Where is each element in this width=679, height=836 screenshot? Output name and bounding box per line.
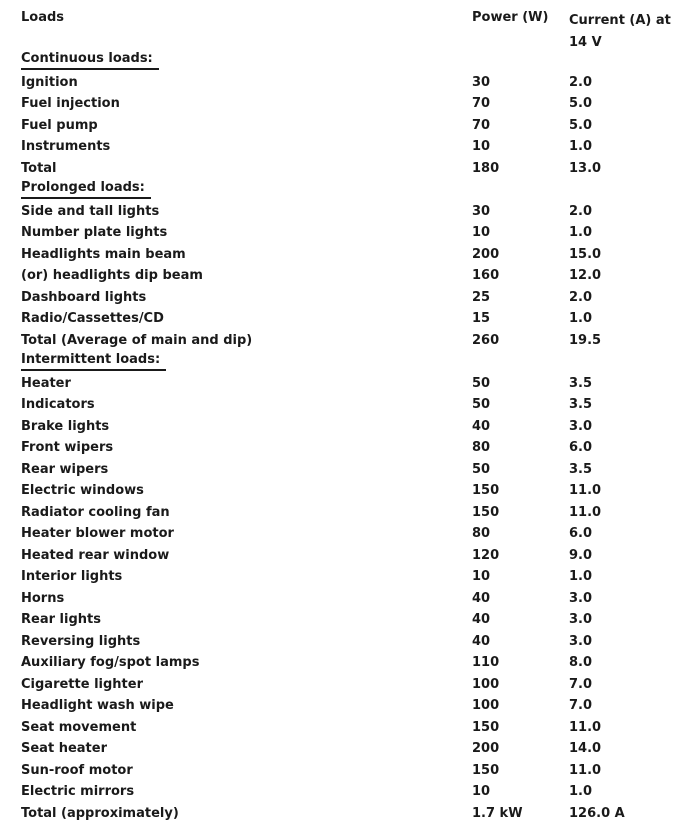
table-row xyxy=(0,287,679,309)
load-name: Seat movement xyxy=(21,719,137,735)
current-value: 1.0 xyxy=(569,139,593,154)
load-name: Radio/Cassettes/CD xyxy=(21,311,164,326)
power-value: 70 xyxy=(472,96,491,111)
current-value: 11.0 xyxy=(569,719,602,735)
current-value: 13.0 xyxy=(569,160,602,176)
table-row xyxy=(0,115,679,137)
table-row xyxy=(0,566,679,588)
current-value: 11.0 xyxy=(569,483,602,498)
section-heading-row xyxy=(0,50,679,72)
current-value: 3.5 xyxy=(569,397,593,412)
current-value: 8.0 xyxy=(569,655,593,670)
table-row xyxy=(0,244,679,266)
header-current-line1: Current (A) at xyxy=(569,13,671,28)
current-value: 1.0 xyxy=(569,311,593,326)
load-name: Reversing lights xyxy=(21,633,141,649)
header-current xyxy=(569,10,679,53)
section-heading-row xyxy=(0,351,679,373)
section-heading-row xyxy=(0,179,679,201)
load-name: Horns xyxy=(21,590,65,606)
power-value: 50 xyxy=(472,375,491,391)
current-value: 3.5 xyxy=(569,375,593,391)
current-value: 2.0 xyxy=(569,74,593,90)
table-row xyxy=(0,480,679,502)
section-heading: Intermittent loads: xyxy=(21,351,166,371)
table-row xyxy=(0,330,679,352)
section-heading: Continuous loads: xyxy=(21,50,159,70)
table-row xyxy=(0,609,679,631)
table-row xyxy=(0,136,679,158)
power-value: 10 xyxy=(472,225,491,240)
table-row xyxy=(0,652,679,674)
table-row xyxy=(0,416,679,438)
table-header xyxy=(0,10,679,50)
load-name: Brake lights xyxy=(21,418,110,434)
table-row xyxy=(0,308,679,330)
table-row xyxy=(0,781,679,803)
load-name: Seat heater xyxy=(21,741,107,756)
load-name: Dashboard lights xyxy=(21,289,147,305)
table-row xyxy=(0,93,679,115)
power-value: 25 xyxy=(472,289,491,305)
table-row xyxy=(0,222,679,244)
load-name: Total (Average of main and dip) xyxy=(21,332,253,348)
power-value: 100 xyxy=(472,698,500,713)
table-row xyxy=(0,803,679,825)
power-value: 200 xyxy=(472,246,500,262)
table-row xyxy=(0,523,679,545)
power-value: 110 xyxy=(472,655,500,670)
load-name: Ignition xyxy=(21,74,78,90)
current-value: 14.0 xyxy=(569,741,602,756)
table-row xyxy=(0,695,679,717)
header-current-line2: 14 V xyxy=(569,34,602,50)
load-name: Rear lights xyxy=(21,612,101,627)
power-value: 150 xyxy=(472,483,500,498)
load-name: (or) headlights dip beam xyxy=(21,268,203,283)
table-row xyxy=(0,373,679,395)
current-value: 3.0 xyxy=(569,590,593,606)
power-value: 150 xyxy=(472,504,500,520)
power-value: 80 xyxy=(472,526,491,541)
table-row xyxy=(0,545,679,567)
current-value: 11.0 xyxy=(569,762,602,778)
power-value: 1.7 kW xyxy=(472,805,523,821)
current-value: 126.0 A xyxy=(569,805,625,821)
power-value: 40 xyxy=(472,590,491,606)
power-value: 260 xyxy=(472,332,500,348)
power-value: 150 xyxy=(472,762,500,778)
power-value: 180 xyxy=(472,160,500,176)
current-value: 5.0 xyxy=(569,96,593,111)
load-name: Cigarette lighter xyxy=(21,676,143,692)
power-value: 200 xyxy=(472,741,500,756)
table-row xyxy=(0,502,679,524)
current-value: 3.0 xyxy=(569,418,593,434)
current-value: 2.0 xyxy=(569,289,593,305)
current-value: 15.0 xyxy=(569,246,602,262)
current-value: 6.0 xyxy=(569,526,593,541)
current-value: 1.0 xyxy=(569,784,593,799)
load-name: Indicators xyxy=(21,397,95,412)
load-name: Rear wipers xyxy=(21,461,109,477)
table-body xyxy=(0,50,679,824)
current-value: 1.0 xyxy=(569,225,593,240)
load-name: Instruments xyxy=(21,139,111,154)
current-value: 12.0 xyxy=(569,268,602,283)
table-row xyxy=(0,201,679,223)
table-row xyxy=(0,760,679,782)
current-value: 7.0 xyxy=(569,676,593,692)
table-row xyxy=(0,717,679,739)
header-power: Power (W) xyxy=(472,10,549,25)
table-row xyxy=(0,72,679,94)
power-value: 10 xyxy=(472,784,491,799)
load-name: Total (approximately) xyxy=(21,805,179,821)
table-row xyxy=(0,738,679,760)
power-value: 30 xyxy=(472,74,491,90)
table-row xyxy=(0,394,679,416)
load-name: Radiator cooling fan xyxy=(21,504,170,520)
power-value: 120 xyxy=(472,547,500,563)
load-name: Headlight wash wipe xyxy=(21,698,174,713)
load-name: Heater xyxy=(21,375,71,391)
power-value: 100 xyxy=(472,676,500,692)
power-value: 50 xyxy=(472,461,491,477)
table-row xyxy=(0,437,679,459)
load-name: Front wipers xyxy=(21,440,114,455)
current-value: 2.0 xyxy=(569,203,593,219)
power-value: 150 xyxy=(472,719,500,735)
load-name: Electric windows xyxy=(21,483,144,498)
table-row xyxy=(0,631,679,653)
current-value: 6.0 xyxy=(569,440,593,455)
power-value: 10 xyxy=(472,569,491,584)
load-name: Headlights main beam xyxy=(21,246,186,262)
power-value: 15 xyxy=(472,311,491,326)
current-value: 3.0 xyxy=(569,612,593,627)
table-row xyxy=(0,588,679,610)
power-value: 40 xyxy=(472,612,491,627)
load-name: Side and tall lights xyxy=(21,203,160,219)
load-name: Total xyxy=(21,160,57,176)
load-name: Heater blower motor xyxy=(21,526,174,541)
current-value: 5.0 xyxy=(569,117,593,133)
table-row xyxy=(0,674,679,696)
current-value: 3.0 xyxy=(569,633,593,649)
power-value: 10 xyxy=(472,139,491,154)
power-value: 40 xyxy=(472,633,491,649)
current-value: 11.0 xyxy=(569,504,602,520)
load-name: Heated rear window xyxy=(21,547,170,563)
load-name: Auxiliary fog/spot lamps xyxy=(21,655,200,670)
current-value: 1.0 xyxy=(569,569,593,584)
current-value: 19.5 xyxy=(569,332,602,348)
power-value: 50 xyxy=(472,397,491,412)
load-name: Fuel injection xyxy=(21,96,120,111)
load-name: Number plate lights xyxy=(21,225,168,240)
section-heading: Prolonged loads: xyxy=(21,179,151,199)
power-value: 70 xyxy=(472,117,491,133)
power-value: 40 xyxy=(472,418,491,434)
header-loads: Loads xyxy=(21,10,65,25)
power-value: 160 xyxy=(472,268,500,283)
current-value: 9.0 xyxy=(569,547,593,563)
table-row xyxy=(0,459,679,481)
power-value: 30 xyxy=(472,203,491,219)
power-value: 80 xyxy=(472,440,491,455)
load-name: Interior lights xyxy=(21,569,123,584)
current-value: 7.0 xyxy=(569,698,593,713)
table-row xyxy=(0,158,679,180)
table-row xyxy=(0,265,679,287)
load-name: Sun-roof motor xyxy=(21,762,133,778)
load-name: Electric mirrors xyxy=(21,784,135,799)
load-name: Fuel pump xyxy=(21,117,98,133)
current-value: 3.5 xyxy=(569,461,593,477)
